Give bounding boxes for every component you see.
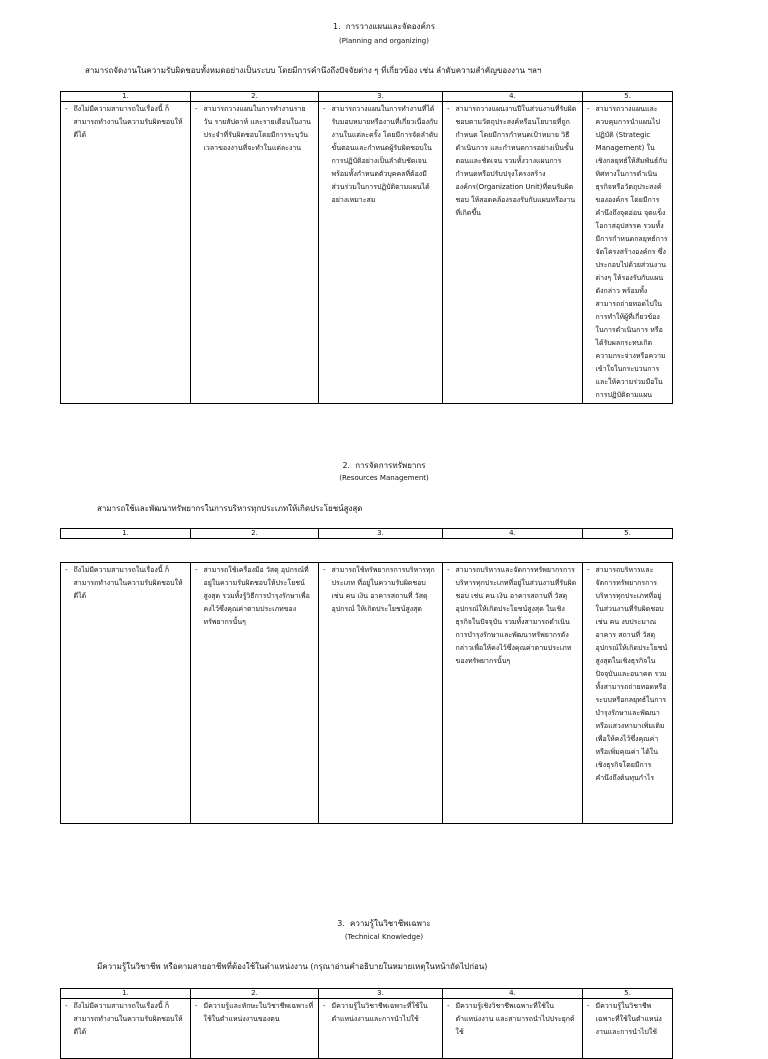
level-cell: - มีความรู้เชิงวิชาชีพเฉพาะที่ใช้ในตำแหน่งงาน และสามารถนำไปประยุกต์ใช้ <box>443 999 583 1059</box>
level-cell: - ถึงไม่มีความสามารถในเรื่องนี้ ก็สามารถทำงานในความรับผิดชอบให้ดีได้ <box>61 102 191 404</box>
level-header: 5. <box>583 92 673 102</box>
level-header: 3. <box>319 529 443 539</box>
level-cell: - มีความรู้ในวิชาชีพเฉพาะที่ใช้ในตำแหน่งงานและการนำไปใช้ <box>319 999 443 1059</box>
table-row <box>61 563 673 824</box>
level-cell: - สามารถวางแผนงานปีในส่วนงานที่รับผิดชอบตามวัตถุประสงค์หรือนโยบายที่ถูกกำหนด โดยมีการกำหนดเป้าหมาย วิธีดำเนินการ และกำหนดการอย่างเป็นขั้นตอนและชัดเจน รวมทั้งวางแผนการกำหนดหรือปรับปรุงโครงสร้างองค์กร(Organization Unit)ที่ตนรับผิดชอบ ให้สอดคล้องรองรับกับแผนหรืองานที่เกิดขึ้น <box>443 102 583 404</box>
section-3-subtitle: (Technical Knowledge) <box>344 933 424 941</box>
section-3-description: มีความรู้ในวิชาชีพ หรือตามสายอาชีพที่ต้องใช้ในตำแหน่งงาน (กรุณาอ่านคำอธิบายในหมายเหตุในหน้าถัดไปก่อน) <box>97 962 488 971</box>
level-cell: - มีความรู้และทักษะในวิชาชีพเฉพาะที่ใช้ในตำแหน่งงานของตน <box>191 999 319 1059</box>
section-1-table <box>60 91 673 404</box>
level-header: 5. <box>583 989 673 999</box>
level-cell: - สามารถวางแผนในการทำงานรายวัน รายสัปดาห์ และรายเดือนในงานประจำที่รับผิดชอบโดยมีการระบุวันเวลาของงานที่จะทำในแต่ละงาน <box>191 102 319 404</box>
section-3-title: 3. ความรู้ในวิชาชีพเฉพาะ <box>337 919 431 928</box>
section-2-table-header <box>60 528 673 539</box>
level-cell: - สามารถวางแผนในการทำงานที่ได้รับมอบหมายหรืองานที่เกี่ยวเนื่องกับงานในแต่ละครั้ง โดยมีการจัดลำดับขั้นตอนและกำหนดผู้รับผิดชอบในการปฏิบัติอย่างเป็นลำดับชัดเจน พร้อมทั้งกำหนดตัวบุคคลที่ต้องมีส่วนร่วมในการปฏิบัติตามแผนได้อย่างเหมาะสม <box>319 102 443 404</box>
table-row <box>61 102 673 404</box>
level-cell: - มีความรู้ในวิชาชีพเฉพาะที่ใช้ในตำแหน่งงานและการนำไปใช้ <box>583 999 673 1059</box>
section-1-subtitle: (Planning and organizing) <box>339 37 429 45</box>
level-header: 2. <box>191 92 319 102</box>
section-1-description: สามารถจัดงานในความรับผิดชอบทั้งหมดอย่างเป็นระบบ โดยมีการคำนึงถึงปัจจัยต่าง ๆ ที่เกี่ยวข้อง เช่น ลำดับความสำคัญของงาน ฯลฯ <box>85 66 542 75</box>
level-header: 2. <box>191 989 319 999</box>
level-header: 1. <box>61 989 191 999</box>
level-cell: - สามารถใช้เครื่องมือ วัสดุ อุปกรณ์ที่อยู่ในความรับผิดชอบให้ประโยชน์สูงสุด รวมทั้งรู้วิธีการบำรุงรักษาเพื่อคงไว้ซึ่งคุณค่าตามประเภทของทรัพยากรนั้นๆ <box>191 563 319 824</box>
section-2-subtitle: (Resources Management) <box>339 474 429 482</box>
level-header: 4. <box>443 92 583 102</box>
section-1-title: 1. การวางแผนและจัดองค์กร <box>332 22 435 31</box>
level-header: 1. <box>61 92 191 102</box>
table-header-row <box>61 529 673 539</box>
level-header: 3. <box>319 989 443 999</box>
table-header-row <box>61 92 673 102</box>
level-cell: - สามารถวางแผนและควบคุมการนำแผนไปปฏิบัติ (Strategic Management) ในเชิงกลยุทธ์ให้สัมพันธ์กับทิศทางในการดำเนินธุรกิจหรือวัตถุประสงค์ขององค์กร โดยมีการคำนึงถึงจุดอ่อน จุดแข็ง โอกาสอุปสรรค รวมทั้งมีการกำหนดกลยุทธ์การจัดโครงสร้างองค์กร ซึ่งประกอบไปด้วยส่วนงานต่างๆ ให้รองรับกับแผนดังกล่าว พร้อมทั้งสามารถถ่ายทอดไปในการทำให้ผู้ที่เกี่ยวข้องในการดำเนินการ หรือได้รับผลกระทบเกิดความกระจ่างหรือความเข้าใจในกระบวนการและให้ความร่วมมือในการปฏิบัติตามแผน <box>583 102 673 404</box>
level-header: 5. <box>583 529 673 539</box>
level-cell: - ถึงไม่มีความสามารถในเรื่องนี้ ก็สามารถทำงานในความรับผิดชอบให้ดีได้ <box>61 999 191 1059</box>
level-cell: - สามารถบริหารและจัดการทรัพยากรการบริหารทุกประเภทที่อยู่ในส่วนงานที่รับผิดชอบ เช่น คน งบประมาณ อาคาร สถานที่ วัสดุอุปกรณ์ให้เกิดประโยชน์สูงสุดในเชิงธุรกิจในปัจจุบันและอนาคต รวมทั้งสามารถถ่ายทอดหรือระบบหรือกลยุทธ์ในการบำรุงรักษาและพัฒนา หรือแสวงหามาเพิ่มเติม เพื่อให้คงไว้ซึ่งคุณค่าหรือเพิ่มคุณค่า ได้ในเชิงธุรกิจโดยมีการคำนึงถึงต้นทุนกำไร <box>583 563 673 824</box>
level-header: 4. <box>443 529 583 539</box>
table-row <box>61 999 673 1059</box>
level-header: 1. <box>61 529 191 539</box>
section-2-title: 2. การจัดการทรัพยากร <box>342 461 426 470</box>
section-2-table <box>60 562 673 824</box>
level-header: 4. <box>443 989 583 999</box>
level-header: 2. <box>191 529 319 539</box>
level-cell: - ถึงไม่มีความสามารถในเรื่องนี้ ก็สามารถทำงานในความรับผิดชอบให้ดีได้ <box>61 563 191 824</box>
table-header-row <box>61 989 673 999</box>
level-header: 3. <box>319 92 443 102</box>
level-cell: - สามารถใช้ทรัพยากรการบริหารทุกประเภท ที่อยู่ในความรับผิดชอบ เช่น คน เงิน อาคารสถานที่ วัสดุ อุปกรณ์ ให้เกิดประโยชน์สูงสุด <box>319 563 443 824</box>
section-2-description: สามารถใช้และพัฒนาทรัพยากรในการบริหารทุกประเภทให้เกิดประโยชน์สูงสุด <box>97 504 363 513</box>
level-cell: - สามารถบริหารและจัดการทรัพยากรการบริหารทุกประเภทที่อยู่ในส่วนงานที่รับผิดชอบ เช่น คน เงิน อาคารสถานที่ วัสดุ อุปกรณ์ให้เกิดประโยชน์สูงสุด ในเชิงธุรกิจในปัจจุบัน รวมทั้งสามารถดำเนินการบำรุงรักษาและพัฒนาทรัพยากรดังกล่าวเพื่อให้คงไว้ซึ่งคุณค่าตามประเภทของทรัพยากรนั้นๆ <box>443 563 583 824</box>
